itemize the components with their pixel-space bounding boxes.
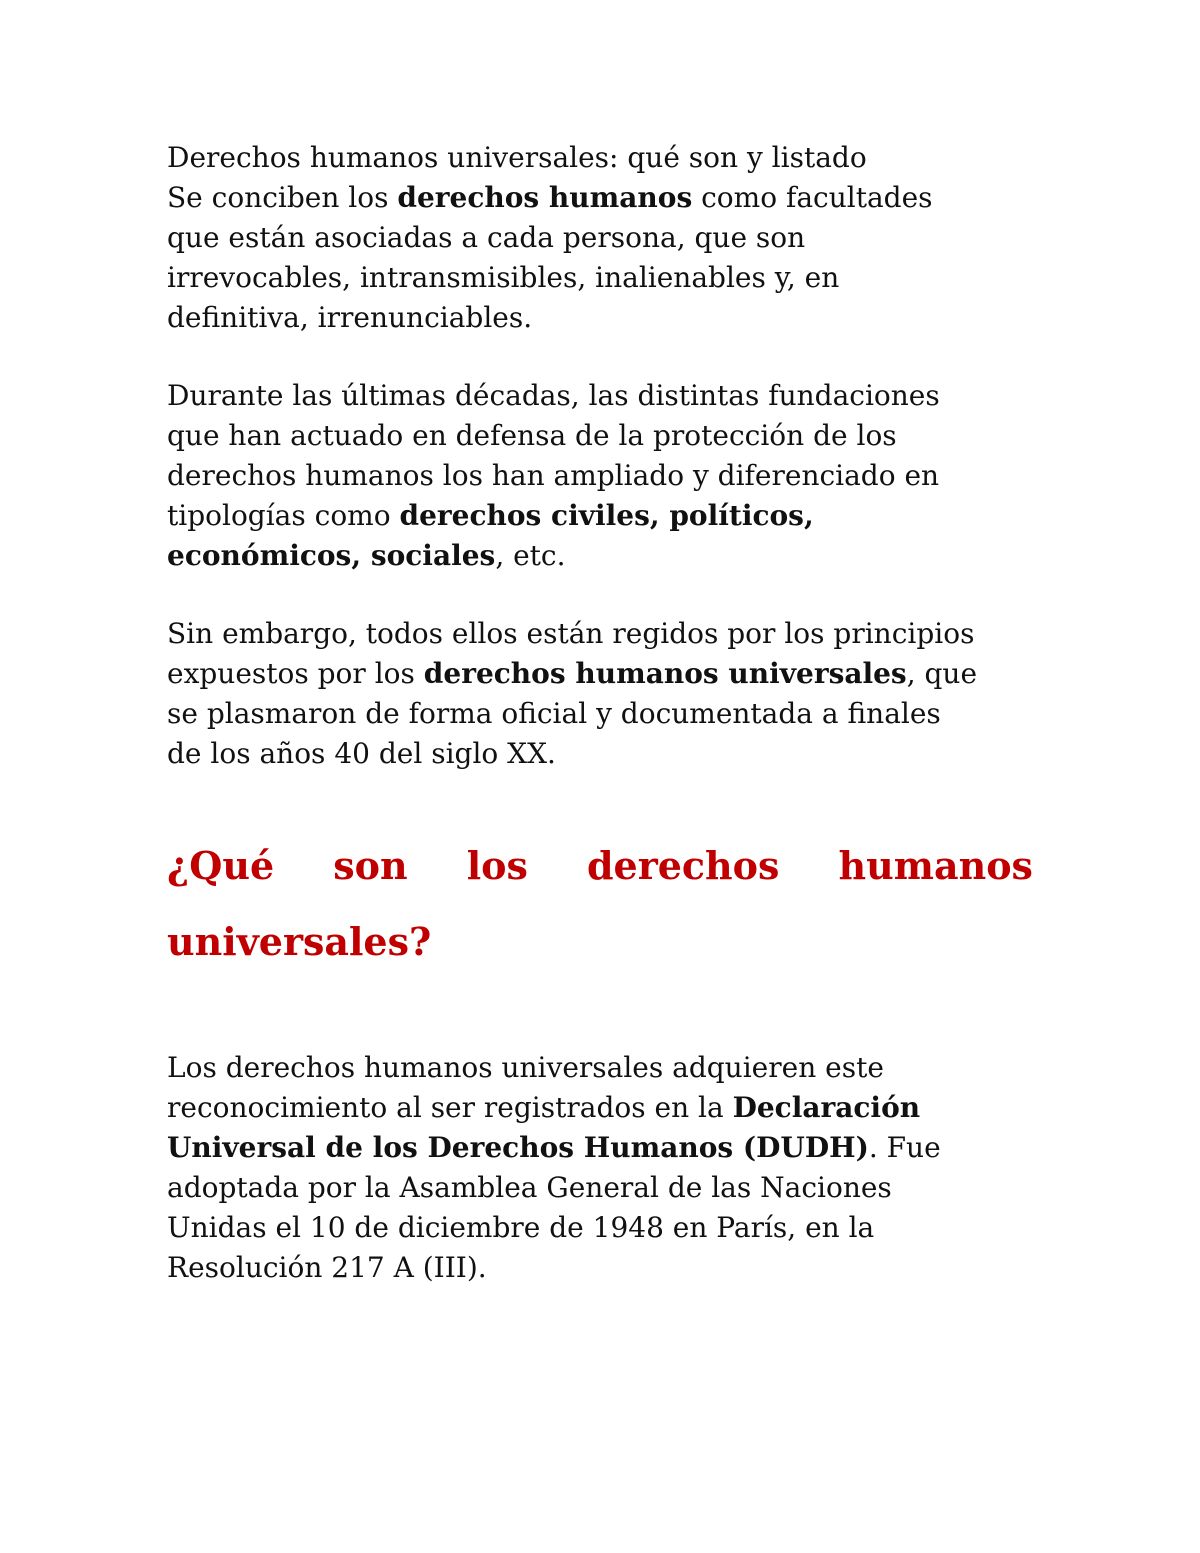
intro-paragraph xyxy=(167,138,1037,338)
text-line: adoptada por la Asamblea General de las Naciones xyxy=(167,1171,892,1204)
text-line: irrevocables, intransmisibles, inalienables y, en xyxy=(167,261,840,294)
heading-word: son xyxy=(333,843,408,888)
bold-term: derechos humanos universales xyxy=(423,657,907,690)
text-span: tipologías como xyxy=(167,499,400,532)
heading-word: humanos xyxy=(838,843,1033,888)
text-line: que han actuado en defensa de la protección de los xyxy=(167,419,897,452)
bold-term: derechos civiles, políticos, xyxy=(399,499,814,532)
text-line: Unidas el 10 de diciembre de 1948 en París, en la xyxy=(167,1211,875,1244)
heading-word: ¿Qué xyxy=(167,843,275,888)
heading-line xyxy=(167,828,1033,904)
section-heading xyxy=(167,828,1037,980)
paragraph-decades xyxy=(167,376,1037,576)
bold-term: derechos humanos xyxy=(397,181,693,214)
text-line xyxy=(167,536,1037,576)
heading-line: universales? xyxy=(167,919,432,964)
text-line: Resolución 217 A (III). xyxy=(167,1251,487,1284)
bold-term: económicos, sociales xyxy=(167,539,496,572)
paragraph-dudh xyxy=(167,1048,1037,1288)
paragraph-spacer xyxy=(167,576,1037,614)
text-line: se plasmaron de forma oficial y documentada a finales xyxy=(167,697,941,730)
paragraph-spacer xyxy=(167,980,1037,1048)
paragraph-principles xyxy=(167,614,1037,774)
text-line xyxy=(167,1088,1037,1128)
text-span: expuestos por los xyxy=(167,657,424,690)
bold-term: Universal de los Derechos Humanos (DUDH) xyxy=(167,1131,869,1164)
text-line xyxy=(167,178,1037,218)
text-line xyxy=(167,654,1037,694)
text-span: , etc. xyxy=(495,539,566,572)
document-page xyxy=(167,138,1037,1288)
document-title: Derechos humanos universales: qué son y listado xyxy=(167,141,867,174)
heading-word: derechos xyxy=(586,843,780,888)
text-line xyxy=(167,1128,1037,1168)
text-line: de los años 40 del siglo XX. xyxy=(167,737,556,770)
text-span: reconocimiento al ser registrados en la xyxy=(167,1091,733,1124)
text-span: . Fue xyxy=(868,1131,941,1164)
text-line: Durante las últimas décadas, las distintas fundaciones xyxy=(167,379,940,412)
paragraph-spacer xyxy=(167,338,1037,376)
bold-term: Declaración xyxy=(732,1091,921,1124)
text-line: Sin embargo, todos ellos están regidos por los principios xyxy=(167,617,975,650)
text-line: que están asociadas a cada persona, que son xyxy=(167,221,806,254)
heading-word: los xyxy=(466,843,528,888)
text-line: Los derechos humanos universales adquieren este xyxy=(167,1051,884,1084)
text-span: Se conciben los xyxy=(167,181,398,214)
text-line: definitiva, irrenunciables. xyxy=(167,301,533,334)
text-line: derechos humanos los han ampliado y diferenciado en xyxy=(167,459,940,492)
text-span: como facultades xyxy=(692,181,933,214)
text-span: , que xyxy=(906,657,978,690)
text-line xyxy=(167,496,1037,536)
